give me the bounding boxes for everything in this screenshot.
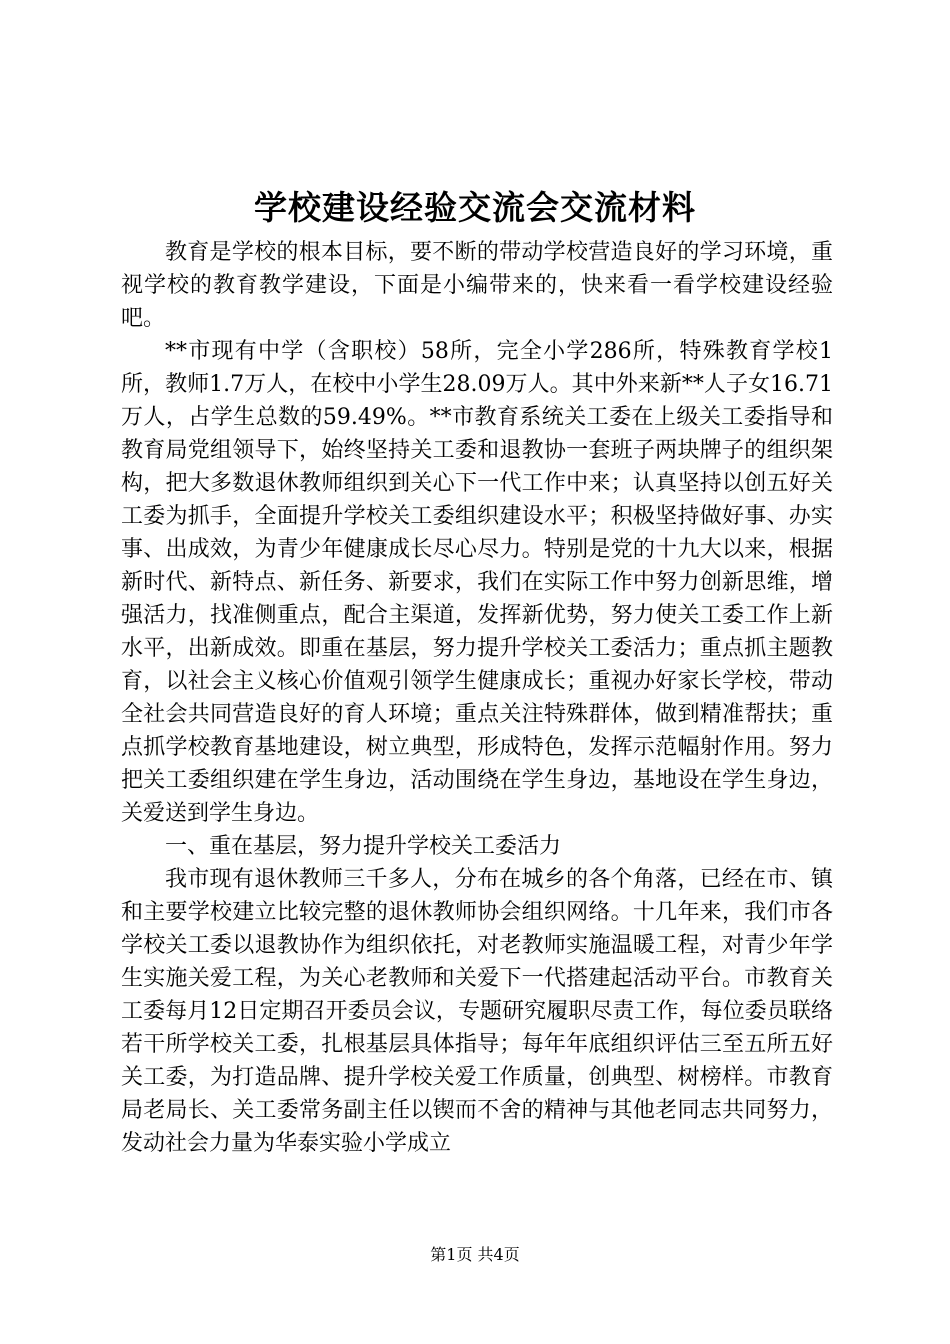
section-paragraph: 我市现有退休教师三千多人，分布在城乡的各个角落，已经在市、镇和主要学校建立比较完整的退休教师协会组织网络。十几年来，我们市各学校关工委以退教协作为组织依托，对老教师实施温暖工程，对青少年学生实施关爱工程，为关心老教师和关爱下一代搭建起活动平台。市教育关工委每月12日定期召开委员会议，专题研究履职尽责工作，每位委员联络若干所学校关工委，扎根基层具体指导；每年年底组织评估三至五所五好关工委，为打造品牌、提升学校关爱工作质量，创典型、树榜样。市教育局老局长、关工委常务副主任以锲而不舍的精神与其他老同志共同努力，发动社会力量为华泰实验小学成立 (121, 867, 833, 1156)
document-body (121, 236, 833, 1160)
intro-paragraph: 教育是学校的根本目标，要不断的带动学校营造良好的学习环境，重视学校的教育教学建设，下面是小编带来的，快来看一看学校建设经验吧。 (121, 240, 833, 331)
overview-paragraph: **市现有中学（含职校）58所，完全小学286所，特殊教育学校1所，教师1.7万人，在校中小学生28.09万人。其中外来新**人子女16.71万人，占学生总数的59.49%。**市教育系统关工委在上级关工委指导和教育局党组领导下，始终坚持关工委和退教协一套班子两块牌子的组织架构，把大多数退休教师组织到关心下一代工作中来；认真坚持以创五好关工委为抓手，全面提升学校关工委组织建设水平；积极坚持做好事、办实事、出成效，为青少年健康成长尽心尽力。特别是党的十九大以来，根据新时代、新特点、新任务、新要求，我们在实际工作中努力创新思维，增强活力，找准侧重点，配合主渠道，发挥新优势，努力使关工委工作上新水平，出新成效。即重在基层，努力提升学校关工委活力；重点抓主题教育，以社会主义核心价值观引领学生健康成长；重视办好家长学校，带动全社会共同营造良好的育人环境；重点关注特殊群体，做到精准帮扶；重点抓学校教育基地建设，树立典型，形成特色，发挥示范幅射作用。努力把关工委组织建在学生身边，活动围绕在学生身边，基地设在学生身边，关爱送到学生身边。 (121, 339, 833, 826)
section-heading: 一、重在基层，努力提升学校关工委活力 (165, 834, 562, 859)
document-title: 学校建设经验交流会交流材料 (254, 188, 696, 227)
page-number: 第1页 共4页 (430, 1245, 520, 1264)
